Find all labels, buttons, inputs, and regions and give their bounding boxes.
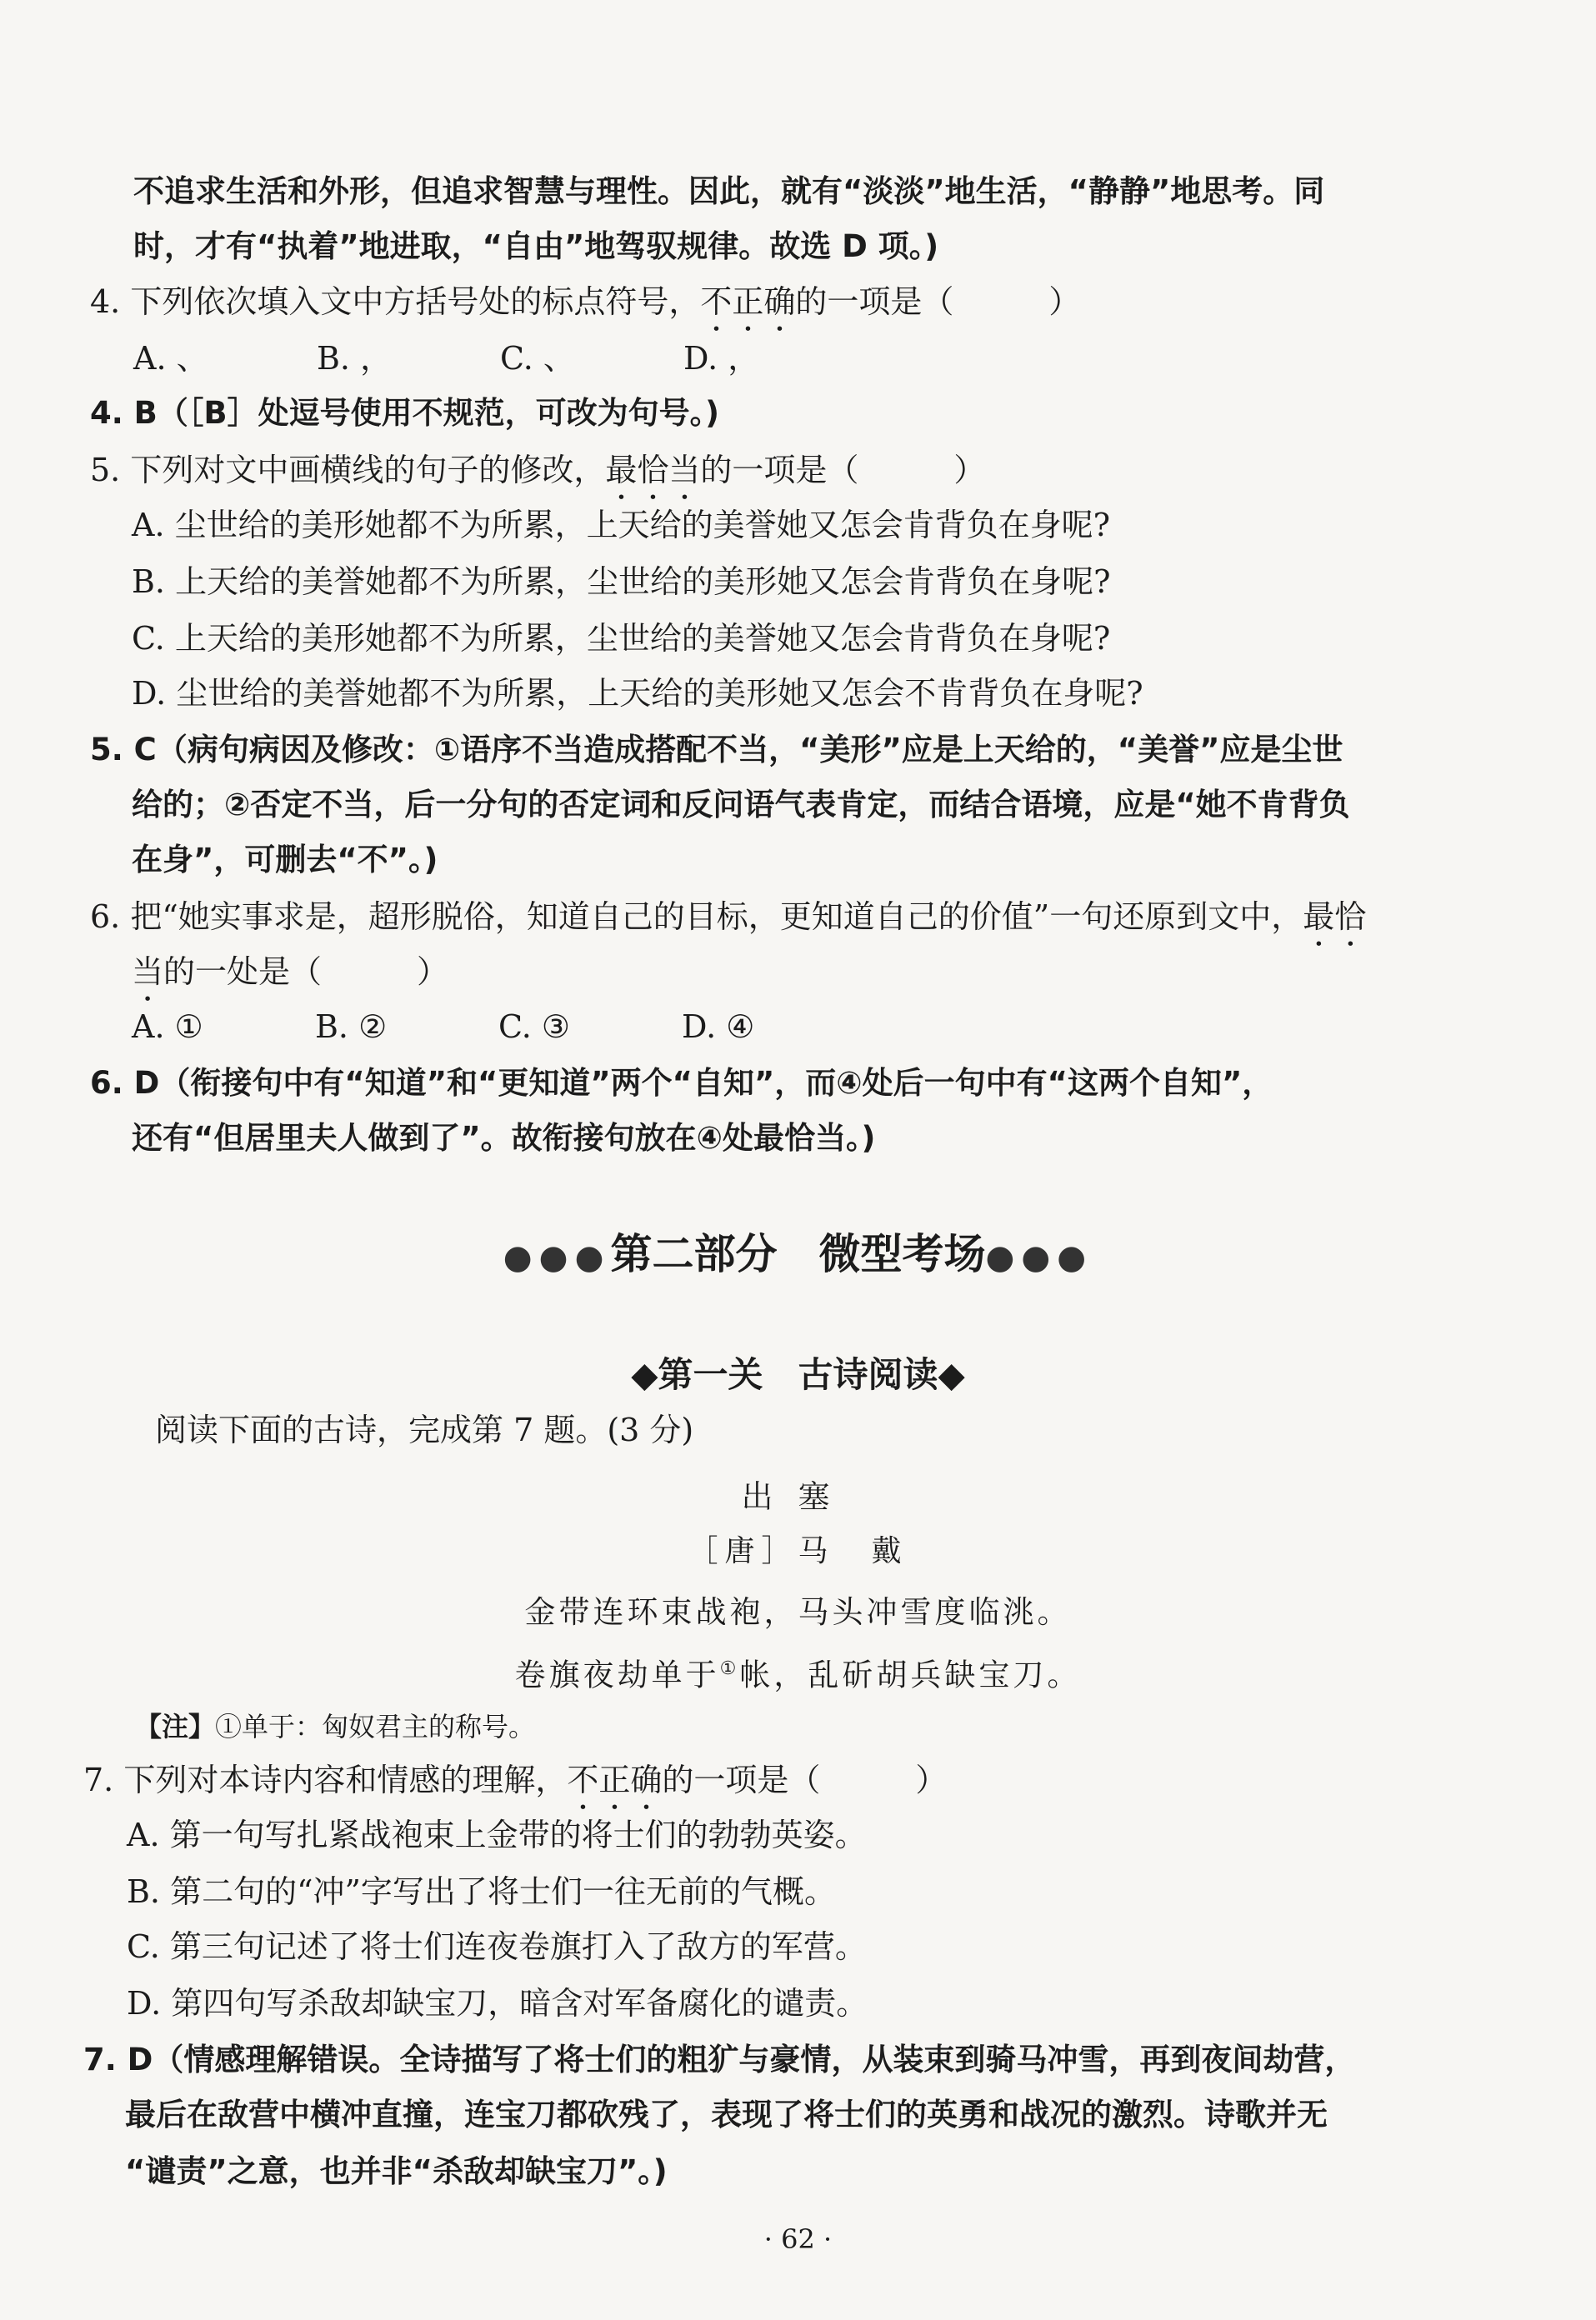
level-1-instruction: 阅读下面的古诗，完成第 7 题。(3 分) [155,1412,694,1448]
question-5-option-c: C. 上天给的美形她都不为所累，尘世给的美誉她又怎会肯背负在身呢? [132,620,1111,657]
question-4-emphasis: 不正确 [700,283,796,320]
answer-7-line-3: “谴责”之意，也并非“杀敌却缺宝刀”。) [125,2153,668,2189]
question-6-suffix: 的一处是（ ） [163,953,449,990]
question-7-option-d: D. 第四句写杀敌却缺宝刀，暗含对军备腐化的谴责。 [127,1985,868,2022]
option-a: A. ① [132,1008,203,1045]
answer-5-line-1: 5. C（病句病因及修改：①语序不当造成搭配不当，“美形”应是上天给的，“美誉”应是尘世 [90,732,1343,768]
poem-note-text: ①单于：匈奴君主的称号。 [215,1711,536,1742]
poem-line-2-part-a: 卷旗夜劫单于 [514,1657,720,1693]
answer-7-line-1: 7. D（情感理解错误。全诗描写了将士们的粗犷与豪情，从装束到骑马冲雪，再到夜间劫营， [83,2042,1356,2078]
page-number: · 62 · [763,2223,833,2255]
poem-line-2 [0,1647,1596,1698]
option-c: C. ③ [498,1008,570,1045]
question-5-option-a: A. 尘世给的美形她都不为所累，上天给的美誉她又怎会肯背负在身呢? [132,507,1110,543]
question-4-suffix: 的一项是（ ） [795,283,1081,320]
question-5-suffix: 的一项是（ ） [700,452,986,488]
question-7-option-b: B. 第二句的“冲”字写出了将士们一往无前的气概。 [127,1873,836,1910]
question-7 [83,1758,947,1817]
answer-5-line-3: 在身”，可删去“不”。) [132,842,438,878]
question-5-option-d: D. 尘世给的美誉她都不为所累，上天给的美形她又怎会不肯背负在身呢? [132,675,1143,712]
question-7-option-a: A. 第一句写扎紧战袍束上金带的将士们的勃勃英姿。 [127,1817,867,1853]
option-b: B. ， [317,340,393,377]
part-2-title [0,1225,1596,1287]
bullet-dots-left-icon: ●●● [503,1238,611,1277]
poem-footnote-marker: ① [719,1658,740,1679]
question-6-emphasis-1: 最恰 [1303,898,1367,935]
answer-7-line-2: 最后在敌营中横冲直撞，连宝刀都砍残了，表现了将士们的英勇和战况的激烈。诗歌并无 [125,2097,1328,2132]
option-d: D. ④ [682,1008,755,1045]
poem-title: 出塞 [741,1478,855,1515]
answer-4: 4. B（［B］处逗号使用不规范，可改为句号。) [90,395,719,431]
question-5 [90,448,985,507]
part-2-title-text: 第二部分 微型考场 [610,1230,986,1278]
option-d: D. ， [683,340,760,377]
answer-6-line-1: 6. D（衔接句中有“知道”和“更知道”两个“自知”，而④处后一句中有“这两个自知”， [90,1065,1273,1101]
answer-3-continuation-line-2: 时，才有“执着”地进取，“自由”地驾驭规律。故选 D 项。) [133,228,939,264]
poem-line-2-part-b: 帐，乱斫胡兵缺宝刀。 [739,1657,1082,1693]
question-7-prefix: 7. 下列对本诗内容和情感的理解， [83,1762,568,1798]
question-7-suffix: 的一项是（ ） [662,1762,948,1798]
question-6-options [132,1005,865,1048]
bullet-dots-right-icon: ●●● [985,1238,1093,1277]
option-a: A. 、 [133,340,208,377]
option-b: B. ② [315,1008,388,1045]
question-6-prefix: 6. 把“她实事求是，超形脱俗，知道自己的目标，更知道自己的价值”一句还原到文中， [90,898,1303,935]
question-5-option-b: B. 上天给的美誉她都不为所累，尘世给的美形她又怎会肯背负在身呢? [132,563,1111,600]
question-5-prefix: 5. 下列对文中画横线的句子的修改， [90,452,606,488]
question-7-option-c: C. 第三句记述了将士们连夜卷旗打入了敌方的军营。 [127,1928,867,1965]
question-4-options [133,337,867,380]
answer-6-line-2: 还有“但居里夫人做到了”。故衔接句放在④处最恰当。) [132,1120,876,1156]
poem-author: ［唐］马 戴 [688,1534,908,1568]
question-6-line-1 [90,895,1366,953]
option-c: C. 、 [500,340,575,377]
answer-3-continuation-line-1: 不追求生活和外形，但追求智慧与理性。因此，就有“淡淡”地生活，“静静”地思考。同 [133,173,1325,209]
level-1-title: ◆第一关 古诗阅读◆ [631,1354,965,1395]
question-4 [90,280,1080,338]
question-6-line-2 [132,950,448,1008]
question-4-prefix: 4. 下列依次填入文中方括号处的标点符号， [90,283,701,320]
poem-note-label: 【注】 [135,1711,216,1742]
poem-line-1: 金带连环束战袍，马头冲雪度临洮。 [524,1594,1072,1630]
poem-note [135,1705,535,1748]
answer-5-line-2: 给的；②否定不当，后一分句的否定词和反问语气表肯定，而结合语境，应是“她不肯背负 [132,787,1350,822]
question-6-emphasis-2: 当 [132,953,164,990]
question-7-emphasis: 不正确 [567,1762,663,1798]
question-5-emphasis: 最恰当 [605,452,701,488]
